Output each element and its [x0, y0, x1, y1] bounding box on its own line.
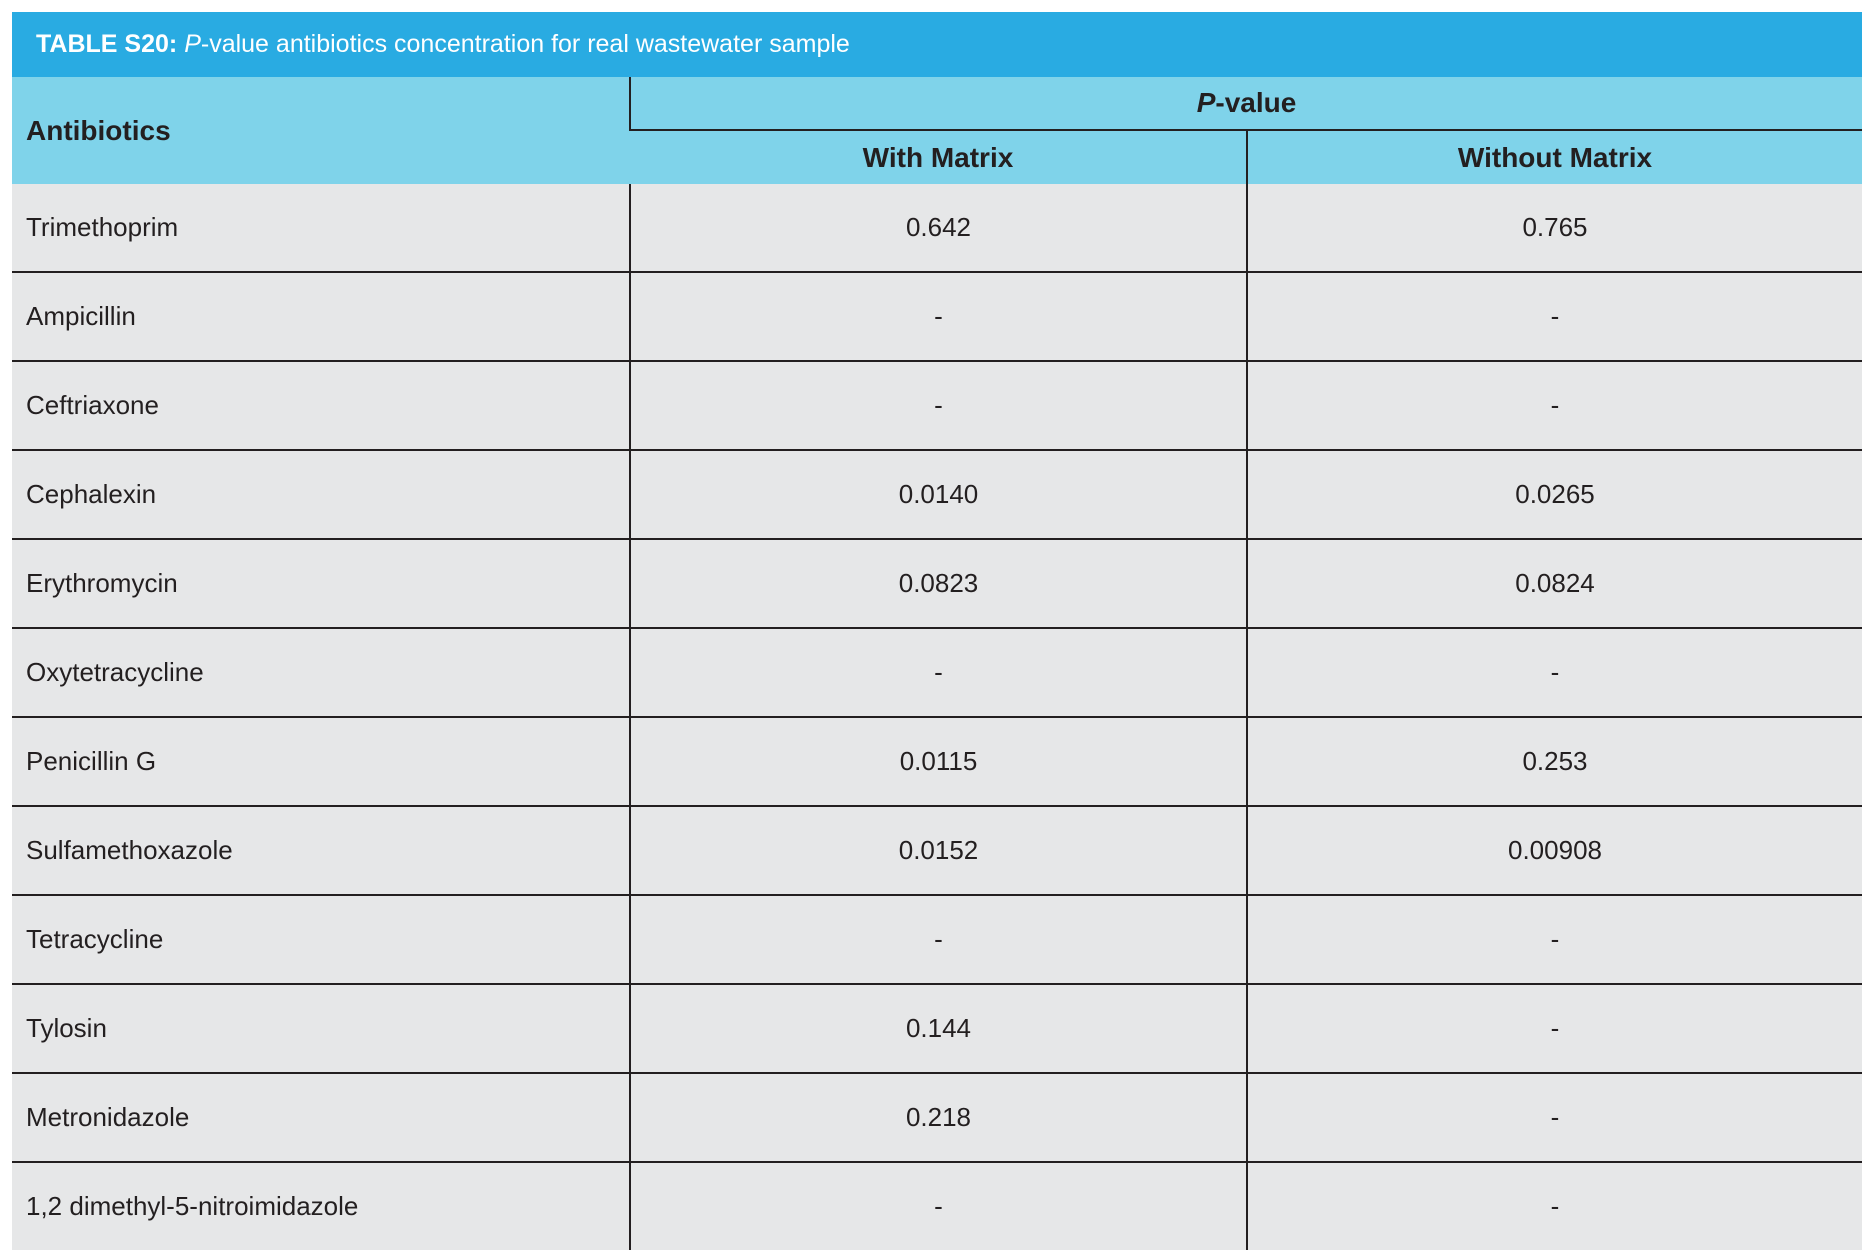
without-matrix-cell: 0.765	[1247, 184, 1862, 272]
antibiotic-cell: Ampicillin	[12, 272, 630, 361]
without-matrix-cell: -	[1247, 628, 1862, 717]
table-row	[12, 984, 1862, 1073]
table-header	[12, 77, 1862, 184]
with-matrix-cell: 0.0115	[630, 717, 1247, 806]
table-number: TABLE S20:	[36, 30, 178, 58]
header-pvalue-italic: P	[1196, 87, 1216, 118]
table-row	[12, 1073, 1862, 1162]
table-row	[12, 450, 1862, 539]
header-antibiotics: Antibiotics	[12, 77, 630, 184]
with-matrix-cell: 0.218	[630, 1073, 1247, 1162]
table-row	[12, 272, 1862, 361]
table-row	[12, 1162, 1862, 1250]
header-row-group	[12, 77, 1862, 130]
without-matrix-cell: -	[1247, 272, 1862, 361]
antibiotic-cell: Sulfamethoxazole	[12, 806, 630, 895]
header-with-matrix: With Matrix	[630, 130, 1247, 184]
antibiotic-cell: Tetracycline	[12, 895, 630, 984]
with-matrix-cell: 0.642	[630, 184, 1247, 272]
with-matrix-cell: 0.0140	[630, 450, 1247, 539]
antibiotic-cell: Trimethoprim	[12, 184, 630, 272]
without-matrix-cell: 0.0265	[1247, 450, 1862, 539]
without-matrix-cell: 0.253	[1247, 717, 1862, 806]
table-row	[12, 628, 1862, 717]
pvalue-table	[12, 77, 1862, 1250]
without-matrix-cell: -	[1247, 1073, 1862, 1162]
with-matrix-cell: 0.0823	[630, 539, 1247, 628]
without-matrix-cell: 0.0824	[1247, 539, 1862, 628]
with-matrix-cell: 0.0152	[630, 806, 1247, 895]
with-matrix-cell: -	[630, 628, 1247, 717]
header-without-matrix: Without Matrix	[1247, 130, 1862, 184]
table-row	[12, 539, 1862, 628]
antibiotic-cell: Penicillin G	[12, 717, 630, 806]
antibiotic-cell: Erythromycin	[12, 539, 630, 628]
table-row	[12, 184, 1862, 272]
table-title-text: -value antibiotics concentration for real wastewater sample	[200, 30, 850, 58]
antibiotic-cell: Cephalexin	[12, 450, 630, 539]
antibiotic-cell: Oxytetracycline	[12, 628, 630, 717]
antibiotic-cell: Tylosin	[12, 984, 630, 1073]
header-pvalue-text: -value	[1215, 87, 1297, 118]
table-title-bar	[12, 12, 1862, 77]
with-matrix-cell: -	[630, 895, 1247, 984]
table-row	[12, 806, 1862, 895]
without-matrix-cell: -	[1247, 984, 1862, 1073]
table-container	[12, 12, 1862, 1250]
table-body	[12, 184, 1862, 1250]
with-matrix-cell: -	[630, 361, 1247, 450]
without-matrix-cell: -	[1247, 895, 1862, 984]
header-pvalue-group	[630, 77, 1862, 130]
antibiotic-cell: Metronidazole	[12, 1073, 630, 1162]
table-row	[12, 717, 1862, 806]
with-matrix-cell: 0.144	[630, 984, 1247, 1073]
with-matrix-cell: -	[630, 1162, 1247, 1250]
antibiotic-cell: Ceftriaxone	[12, 361, 630, 450]
without-matrix-cell: -	[1247, 1162, 1862, 1250]
table-row	[12, 361, 1862, 450]
table-title-italic: P	[184, 30, 201, 58]
without-matrix-cell: 0.00908	[1247, 806, 1862, 895]
table-row	[12, 895, 1862, 984]
antibiotic-cell: 1,2 dimethyl-5-nitroimidazole	[12, 1162, 630, 1250]
without-matrix-cell: -	[1247, 361, 1862, 450]
with-matrix-cell: -	[630, 272, 1247, 361]
